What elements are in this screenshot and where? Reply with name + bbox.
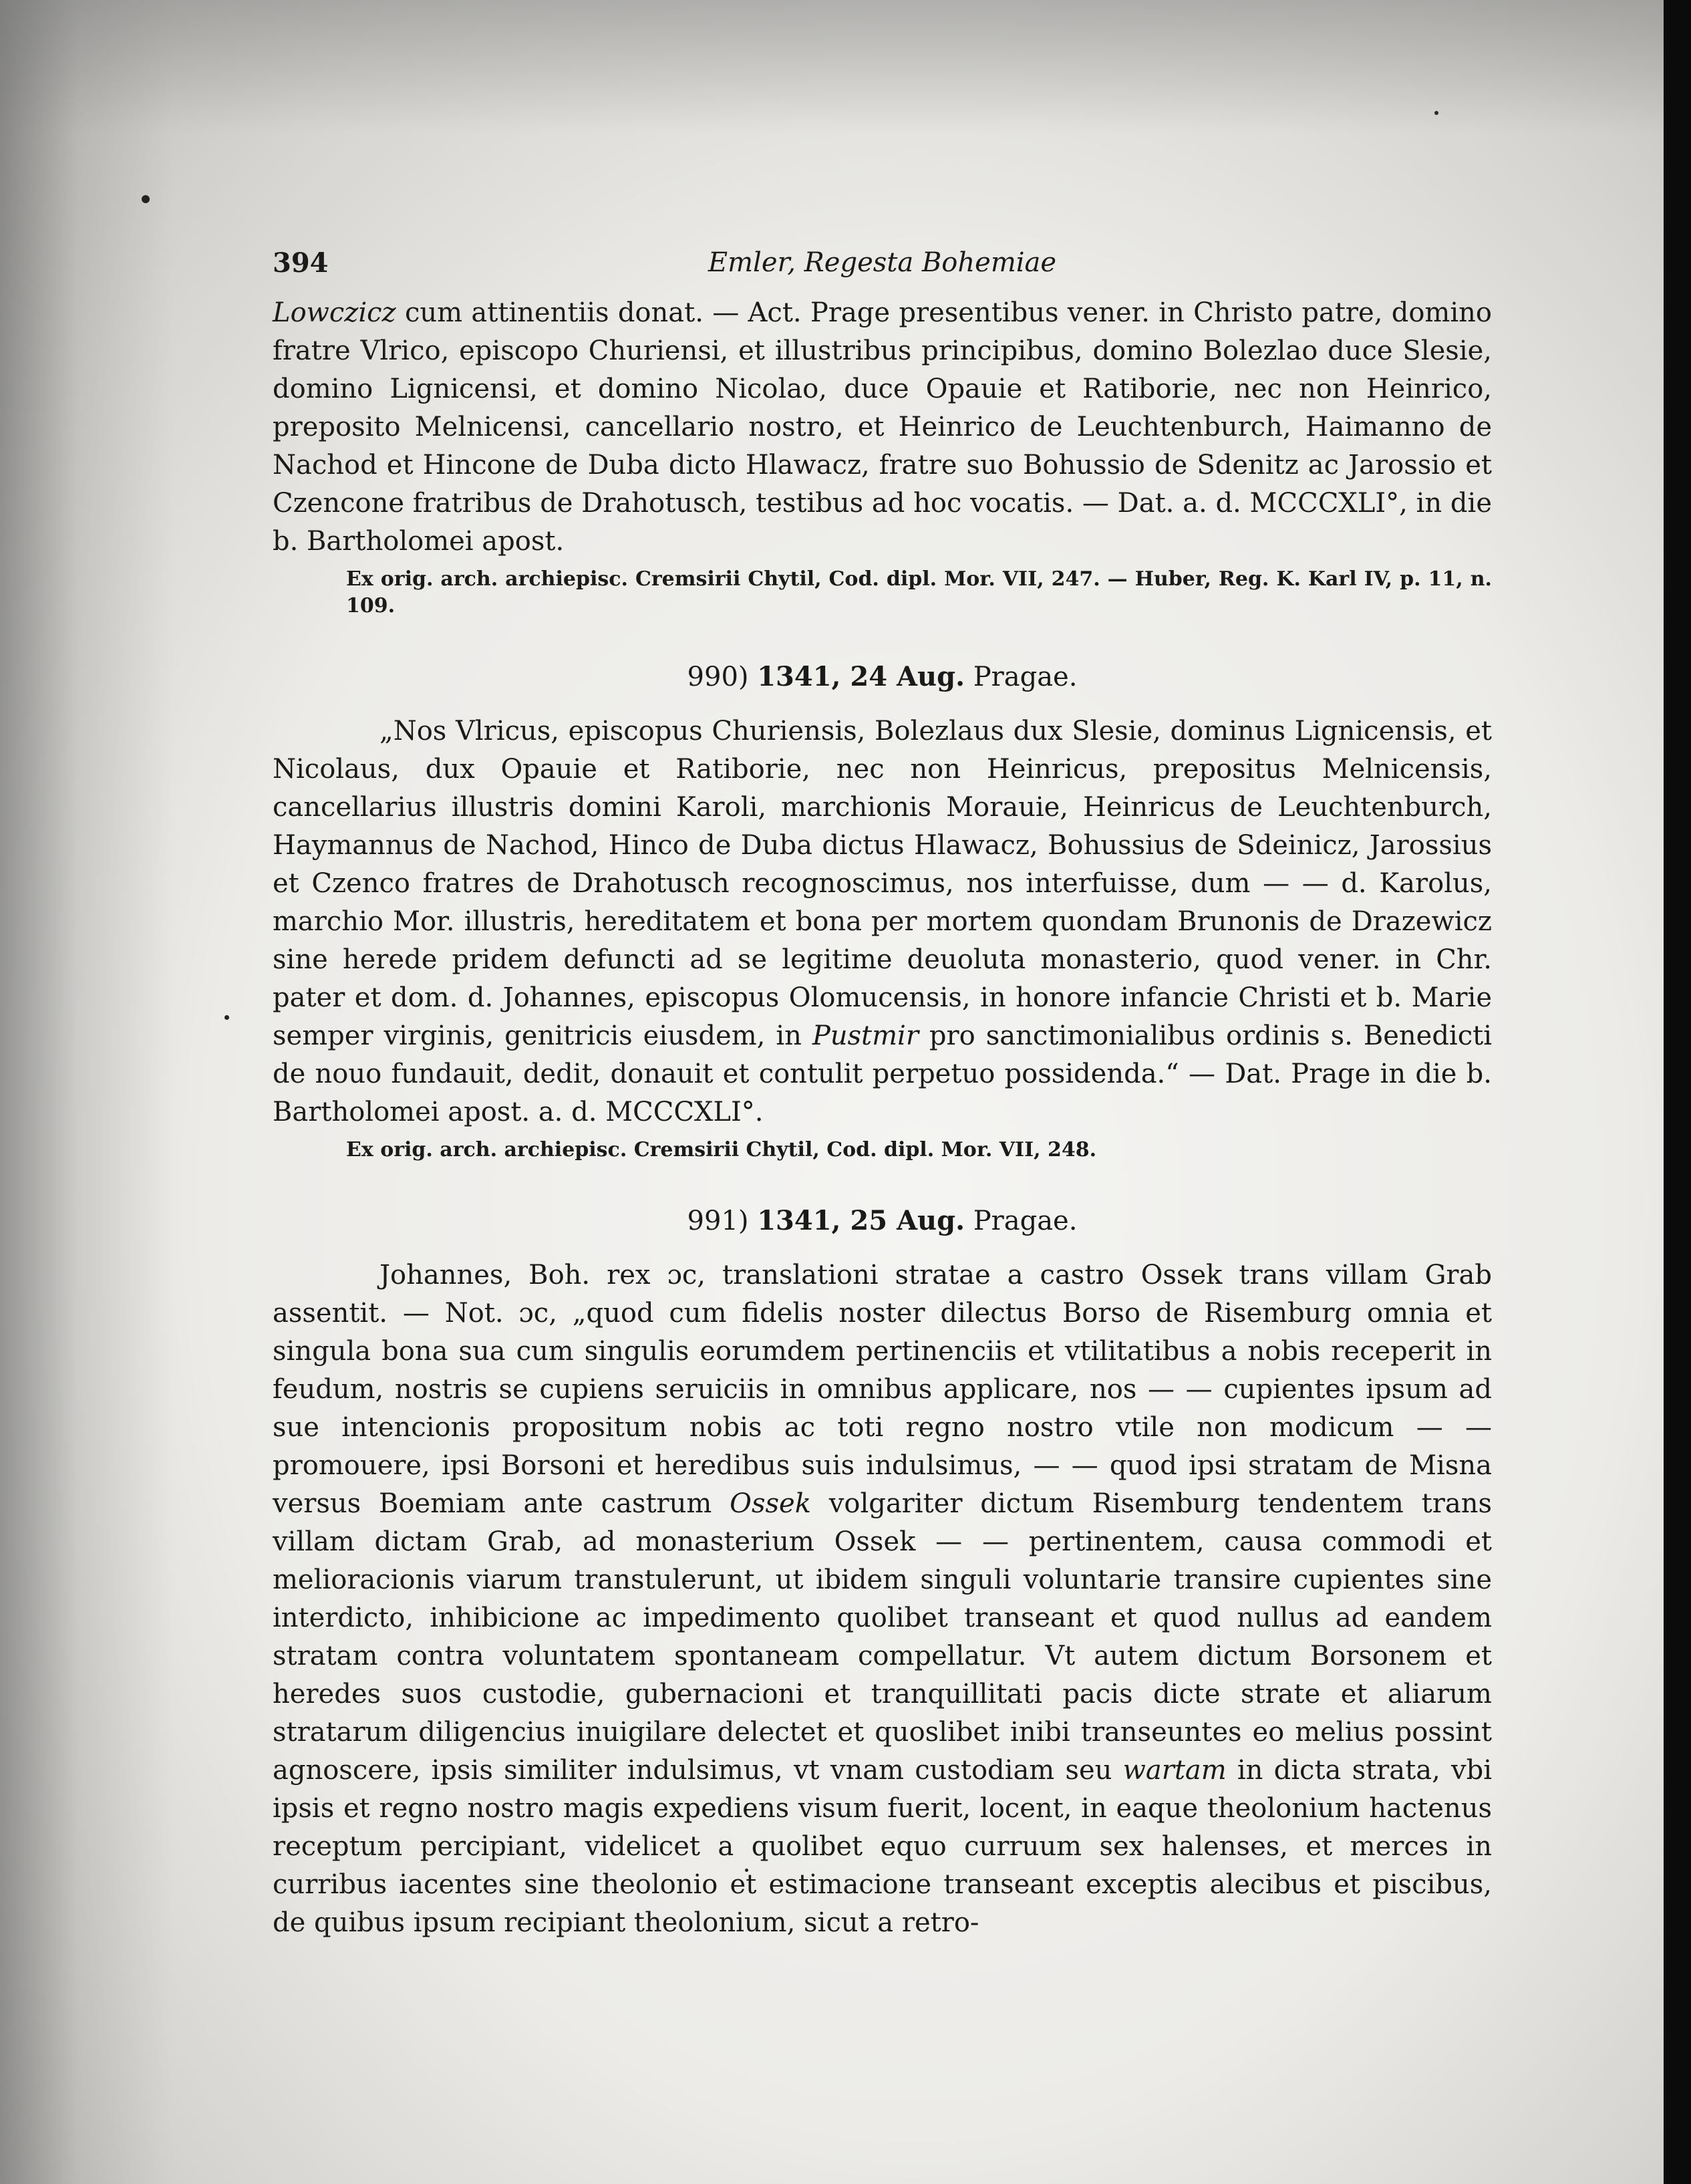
page-number: 394 xyxy=(273,247,329,279)
entry-italic-term: Ossek xyxy=(730,1488,811,1519)
entry-date: 1341, 25 Aug. xyxy=(757,1205,965,1236)
ink-speck xyxy=(224,1015,229,1020)
entry-number: 991) xyxy=(687,1206,749,1236)
entry-text-segment: „Nos Vlricus, episcopus Churiensis, Bolezlaus dux Slesie, dominus Lignicensis, et Nicolaus, dux Opauie et Ratiborie, nec non Heinricus, prepositus Melnicensis, cancellarius illustris domini Karoli, marchionis Morauie, Heinricus de Leuchtenburch, Haymannus de Nachod, Hinco de Duba dictus Hlawacz, Bohussius de Sdeinicz, Jarossius et Czenco fratres de Drahotusch recognoscimus, nos interfuisse, dum — — d. Karolus, marchio Mor. illustris, hereditatem et bona per mortem quondam Brunonis de Drazewicz sine herede pridem defuncti ad se legitime deuoluta monasterio, quod vener. in Chr. pater et dom. d. Johannes, episcopus Olomucensis, in honore infancie Christi et b. Marie semper virginis, genitricis eiusdem, in xyxy=(273,716,1492,1051)
intro-place-name: Lowczicz xyxy=(273,297,396,328)
intro-text: cum attinentiis donat. — Act. Prage presentibus vener. in Christo patre, domino fratre Vlrico, episcopo Churiensi, et illustribus principibus, domino Bolezlao duce Slesie, domino Lignicensi, et domino Nicolao, duce Opauie et Ratiborie, nec non Heinrico, preposito Melnicensi, cancellario nostro, et Heinrico de Leuchtenburch, Haimanno de Nachod et Hincone de Duba dicto Hlawacz, fratre suo Bohussio de Sdenitz ac Jarossio et Czencone fratribus de Drahotusch, testibus ad hoc vocatis. — Dat. a. d. MCCCXLI°, in die b. Bartholomei apost. xyxy=(273,297,1492,557)
intro-source-note: Ex orig. arch. archiepisc. Cremsirii Chytil, Cod. dipl. Mor. VII, 247. — Huber, Reg. K. Karl IV, p. 11, n. 109. xyxy=(346,567,1492,618)
entry-text-segment: pro sanctimonialibus ordinis s. Benedicti de nouo fundauit, dedit, donauit et contulit perpetuo possidenda.“ — Dat. Prage in die b. Bartholomei apost. a. d. MCCCXLI°. xyxy=(273,1020,1492,1127)
entry-date: 1341, 24 Aug. xyxy=(757,661,965,692)
entry-place-italic: Pustmir xyxy=(812,1020,919,1051)
entry-number: 990) xyxy=(687,662,749,692)
document-page xyxy=(273,247,1492,1942)
entry-place: Pragae. xyxy=(973,662,1078,692)
entry-991-heading xyxy=(273,1205,1492,1236)
entry-991-text xyxy=(273,1256,1492,1942)
intro-paragraph xyxy=(273,294,1492,561)
ink-speck xyxy=(1434,111,1438,115)
entry-990-text xyxy=(273,712,1492,1131)
running-title: Emler, Regesta Bohemiae xyxy=(708,247,1057,278)
ink-speck xyxy=(142,195,150,203)
entry-italic-term: wartam xyxy=(1122,1755,1227,1786)
entry-text-segment: in dicta strata, vbi ipsis et regno nostro magis expediens visum fuerit, locent, in eaque theolonium hactenus receptum percipiant, videlicet a quolibet equo curruum sex halenses, et merces in curribus iacentes sine theolonio et estimacione transeant exceptis alecibus et piscibus, de quibus ipsum recipiant theolonium, sicut a retro- xyxy=(273,1755,1492,1938)
page-header xyxy=(273,247,1492,294)
entry-place: Pragae. xyxy=(973,1206,1078,1236)
entry-text-segment: Johannes, Boh. rex ɔc, translationi stratae a castro Ossek trans villam Grab assentit. — Not. ɔc, „quod cum fidelis noster dilectus Borso de Risemburg omnia et singula bona sua cum singulis eorumdem pertinenciis et vtilitatibus a nobis receperit in feudum, nostris se cupiens seruiciis in omnibus applicare, nos — — cupientes ipsum ad sue intencionis propositum nobis ac toti regno nostro vtile non modicum — — promouere, ipsi Borsoni et heredibus suis indulsimus, — — quod ipsi stratam de Misna versus Boemiam ante castrum xyxy=(273,1260,1492,1519)
entry-text-segment: volgariter dictum Risemburg tendentem trans villam dictam Grab, ad monasterium Ossek — — pertinentem, causa commodi et melioracionis viarum transtulerunt, ut ibidem singuli voluntarie transire cupientes sine interdicto, inhibicione ac impedimento quolibet transeant et quod nullus ad eandem stratam contra voluntatem spontaneam compellatur. Vt autem dictum Borsonem et heredes suos custodie, gubernacioni et tranquillitati pacis dicte strate et aliarum stratarum diligencius inuigilare delectet et quoslibet inibi transeuntes eo melius possint agnoscere, ipsis similiter indulsimus, vt vnam custodiam seu xyxy=(273,1488,1493,1786)
entry-990-heading xyxy=(273,661,1492,692)
entry-990-source-note: Ex orig. arch. archiepisc. Cremsirii Chytil, Cod. dipl. Mor. VII, 248. xyxy=(346,1138,1097,1162)
scan-border-edge xyxy=(1664,0,1691,2184)
